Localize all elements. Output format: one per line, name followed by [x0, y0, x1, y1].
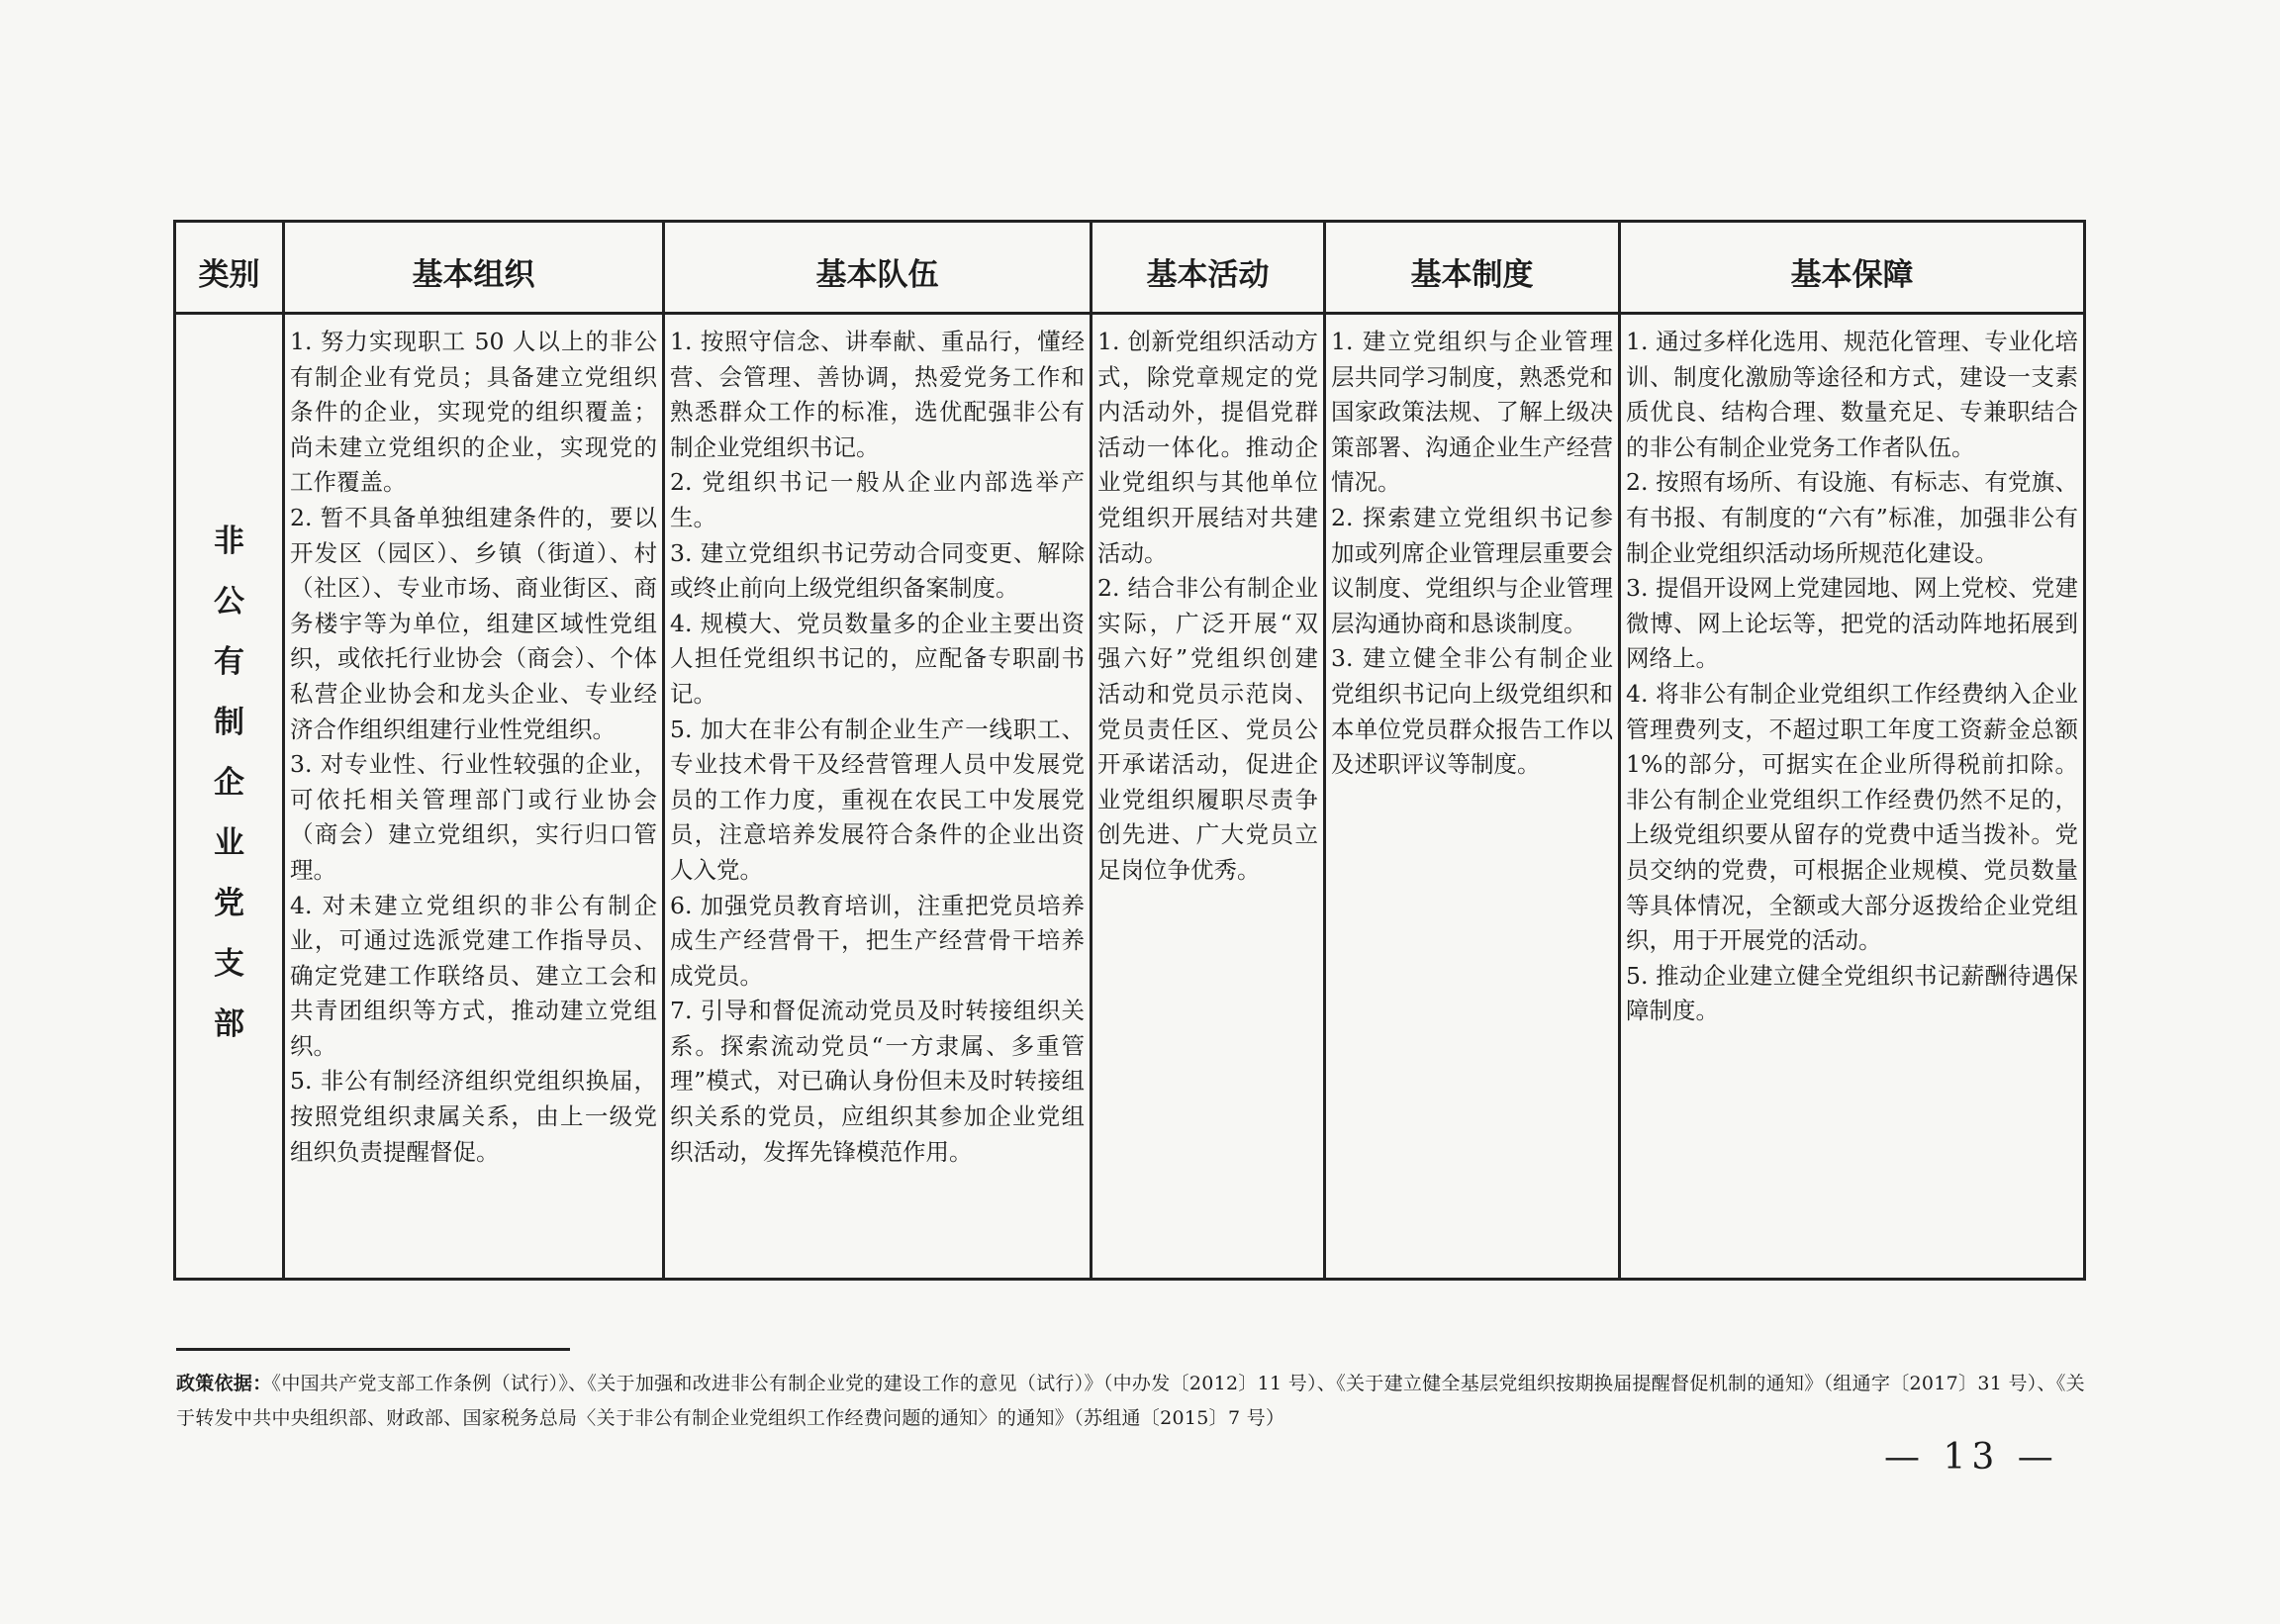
page-number: — 13 — — [1884, 1437, 2059, 1478]
list-item: 1. 按照守信念、讲奉献、重品行，懂经营、会管理、善协调，热爱党务工作和熟悉群众工作的标准，选优配强非公有制企业党组织书记。 — [670, 328, 1085, 461]
header-basic-system: 基本制度 — [1325, 222, 1620, 314]
header-basic-organization: 基本组织 — [284, 222, 664, 314]
list-item: 1. 通过多样化选用、规范化管理、专业化培训、制度化激励等途径和方式，建设一支素质优良、结构合理、数量充足、专兼职结合的非公有制企业党务工作者队伍。 — [1626, 328, 2078, 461]
list-item: 2. 探索建立党组织书记参加或列席企业管理层重要会议制度、党组织与企业管理层沟通协商和恳谈制度。 — [1331, 503, 1613, 637]
category-label: 非公有制企业党支部 — [214, 524, 244, 1042]
list-item: 3. 对专业性、行业性较强的企业，可依托相关管理部门或行业协会（商会）建立党组织，实行归口管理。 — [290, 750, 657, 884]
list-item: 2. 党组织书记一般从企业内部选举产生。 — [670, 468, 1085, 531]
basic-organization-cell — [284, 314, 664, 1280]
basic-guarantee-cell — [1620, 314, 2085, 1280]
basic-team-cell — [664, 314, 1092, 1280]
list-item: 5. 加大在非公有制企业生产一线职工、专业技术骨干及经营管理人员中发展党员的工作力度，重视在农民工中发展党员，注意培养发展符合条件的企业出资人入党。 — [670, 715, 1085, 884]
footnote-divider — [176, 1348, 570, 1351]
list-item: 3. 建立健全非公有制企业党组织书记向上级党组织和本单位党员群众报告工作以及述职评议等制度。 — [1331, 644, 1613, 779]
header-basic-guarantee: 基本保障 — [1620, 222, 2085, 314]
category-cell — [175, 314, 284, 1280]
list-item: 7. 引导和督促流动党员及时转接组织关系。探索流动党员“一方隶属、多重管理”模式，对已确认身份但未及时转接组织关系的党员，应组织其参加企业党组织活动，发挥先锋模范作用。 — [670, 997, 1085, 1166]
header-basic-activities: 基本活动 — [1092, 222, 1325, 314]
list-item: 1. 努力实现职工 50 人以上的非公有制企业有党员；具备建立党组织条件的企业，实现党的组织覆盖；尚未建立党组织的企业，实现党的工作覆盖。 — [290, 328, 657, 497]
basic-system-cell — [1325, 314, 1620, 1280]
basic-activities-cell — [1092, 314, 1325, 1280]
policy-basis-footnote — [176, 1367, 2086, 1436]
list-item: 2. 按照有场所、有设施、有标志、有党旗、有书报、有制度的“六有”标准，加强非公有制企业党组织活动场所规范化建设。 — [1626, 468, 2078, 567]
footnote-text: 《中国共产党支部工作条例（试行）》、《关于加强和改进非公有制企业党的建设工作的意见（试行）》（中办发〔2012〕11 号）、《关于建立健全基层党组织按期换届提醒督促机制的通知》（组通字〔2017〕31 号）、《关于转发中共中央组织部、财政部、国家税务总局〈关于非公有制企业党组织工作经费问题的通知〉的通知》（苏组通〔2015〕7 号） — [176, 1373, 2085, 1429]
footnote-label: 政策依据： — [176, 1373, 272, 1394]
header-basic-team: 基本队伍 — [664, 222, 1092, 314]
list-item: 3. 建立党组织书记劳动合同变更、解除或终止前向上级党组织备案制度。 — [670, 538, 1085, 603]
list-item: 5. 推动企业建立健全党组织书记薪酬待遇保障制度。 — [1626, 961, 2078, 1025]
party-branch-standards-table — [173, 220, 2086, 1281]
list-item: 1. 建立党组织与企业管理层共同学习制度，熟悉党和国家政策法规、了解上级决策部署、沟通企业生产经营情况。 — [1331, 328, 1613, 497]
header-category: 类别 — [175, 222, 284, 314]
list-item: 4. 将非公有制企业党组织工作经费纳入企业管理费列支，不超过职工年度工资薪金总额 1%的部分，可据实在企业所得税前扣除。非公有制企业党组织工作经费仍然不足的，上级党组织要从留存的党费中适当拨补。党员交纳的党费，可根据企业规模、党员数量等具体情况，全额或大部分返拨给企业党组织，用于开展党的活动。 — [1626, 679, 2078, 955]
list-item: 3. 提倡开设网上党建园地、网上党校、党建微博、网上论坛等，把党的活动阵地拓展到网络上。 — [1626, 574, 2078, 673]
list-item: 2. 结合非公有制企业实际，广泛开展“双强六好”党组织创建活动和党员示范岗、党员责任区、党员公开承诺活动，促进企业党组织履职尽责争创先进、广大党员立足岗位争优秀。 — [1097, 574, 1318, 884]
table-row — [175, 314, 2085, 1280]
table-header-row — [175, 222, 2085, 314]
list-item: 5. 非公有制经济组织党组织换届，按照党组织隶属关系，由上一级党组织负责提醒督促。 — [290, 1067, 657, 1166]
list-item: 6. 加强党员教育培训，注重把党员培养成生产经营骨干，把生产经营骨干培养成党员。 — [670, 891, 1085, 990]
list-item: 2. 暂不具备单独组建条件的，要以开发区（园区）、乡镇（街道）、村（社区）、专业市场、商业街区、商务楼宇等为单位，组建区域性党组织，或依托行业协会（商会）、个体私营企业协会和龙头企业、专业经济合作组织组建行业性党组织。 — [290, 503, 657, 743]
list-item: 1. 创新党组织活动方式，除党章规定的党内活动外，提倡党群活动一体化。推动企业党组织与其他单位党组织开展结对共建活动。 — [1097, 328, 1318, 567]
list-item: 4. 对未建立党组织的非公有制企业，可通过选派党建工作指导员、确定党建工作联络员、建立工会和共青团组织等方式，推动建立党组织。 — [290, 891, 657, 1060]
list-item: 4. 规模大、党员数量多的企业主要出资人担任党组织书记的，应配备专职副书记。 — [670, 609, 1085, 708]
